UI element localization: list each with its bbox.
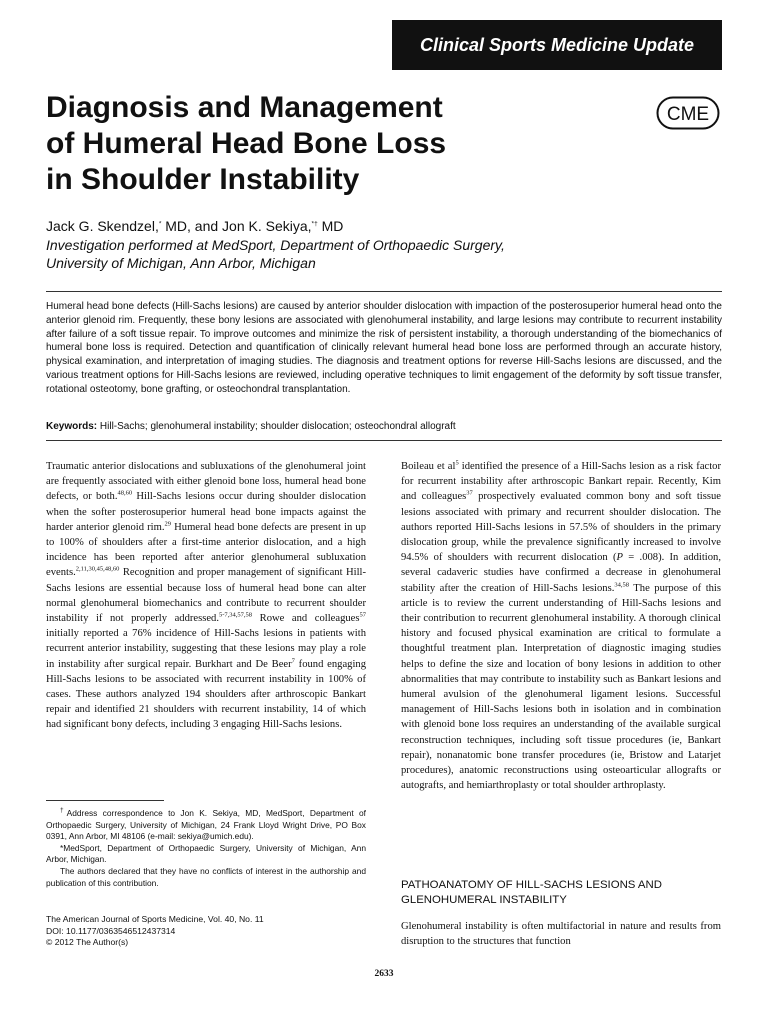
citation: 48,60 xyxy=(117,489,133,497)
keywords xyxy=(46,420,722,434)
body-text: Boileau et al xyxy=(401,461,456,472)
section-heading-line: PATHOANATOMY OF HILL-SACHS LESIONS AND xyxy=(401,879,662,891)
keywords-list: Hill-Sachs; glenohumeral instability; shoulder dislocation; osteochondral allograft xyxy=(97,421,456,432)
citation: 37 xyxy=(466,489,473,497)
footnote-rule xyxy=(46,800,164,801)
footnote xyxy=(46,808,366,843)
citation: 5 xyxy=(455,459,459,467)
section-heading xyxy=(401,878,721,908)
body-paragraph xyxy=(401,459,721,793)
author-list xyxy=(46,217,343,235)
article-title xyxy=(46,90,606,198)
section-banner xyxy=(392,20,722,70)
p-value-symbol: P xyxy=(616,552,624,564)
abstract-top-rule xyxy=(46,291,722,292)
body-text: The purpose of this article is to review the current understanding of Hill-Sachs lesions and their contribution to recurrent glenohumeral instability. A thorough clinical history and focused physical examination are critical to formulate a thoughtful treatment plan. Interpretation of diagnostic imaging studies helps to define the size and location of bony lesions in addition to other abnormalities that may contribute to instability such as Bankart lesions and humeral avulsion of the glenohumeral ligament lesions. Successful management of Hill-Sachs lesions both in isolation and in combination with glenoid bone loss requires an understanding of the available surgical reconstruction techniques, including soft tissue procedures (ie, Bankart repair), nonanatomic bone transfer procedures (ie, Bristow and Latarjet procedures), anatomic reconstructions using osteoarticular allografts or autografts, and hemiarthroplasty or total shoulder arthroplasty. xyxy=(401,582,721,792)
body-text: Rowe and colleagues xyxy=(252,613,360,625)
footnote-mark: † xyxy=(60,807,67,815)
affiliation xyxy=(46,236,646,272)
section-paragraph: Glenohumeral instability is often multifactorial in nature and results from disruption to the structures that function xyxy=(401,921,721,948)
cme-badge-label: CME xyxy=(666,104,710,125)
title-line: of Humeral Head Bone Loss xyxy=(46,127,447,160)
body-text: = .008). In addition, several cadaveric studies have confirmed a decrease in glenohumeral stability after the creation of Hill-Sachs lesions. xyxy=(401,552,721,594)
journal-info xyxy=(46,914,366,949)
body-text: Hill-Sachs lesions occur during shoulder dislocation when the softer posterosuperior humeral head bone impacts against the harder anterior glenoid rim. xyxy=(46,491,366,533)
body-text: Humeral head bone defects are present in up to 100% of shoulders after a first-time anterior dislocation, and a high incidence has been reported after anterior glenohumeral subluxation events. xyxy=(46,521,366,579)
citation: 7 xyxy=(291,657,295,665)
body-text: Traumatic anterior dislocations and subluxations of the glenohumeral joint are frequently associated with either glenoid bone loss, humeral head bone defects, or both. xyxy=(46,461,366,503)
title-line: Diagnosis and Management xyxy=(46,91,443,124)
body-column-left xyxy=(46,459,366,733)
author-degree: MD, and Jon K. Sekiya, xyxy=(161,218,312,234)
author-mark: * xyxy=(158,220,162,228)
body-text: prospectively evaluated common bony and soft tissue lesions associated with primary and recurrent shoulder dislocation. The authors reported Hill-Sachs lesions in 57.5% of shoulders in the primary dislocation group, while the prevalence significantly increased to involve 94.5% of shoulders with recurrent dislocation ( xyxy=(401,491,721,564)
body-paragraph xyxy=(46,459,366,733)
body-text: initially reported a 76% incidence of Hill-Sachs lesions in patients with recurrent anterior instability, suggesting that these lesions may play a role in instability after surgical repair. Burkhart and De Beer xyxy=(46,628,366,670)
footnote: *MedSport, Department of Orthopaedic Surgery, University of Michigan, Ann Arbor, Michigan. xyxy=(46,842,366,865)
body-column-right xyxy=(401,459,721,793)
citation: 2,11,30,45,48,60 xyxy=(75,565,120,573)
abstract-text: Humeral head bone defects (Hill-Sachs lesions) are caused by anterior shoulder dislocation with impaction of the posterosuperior humeral head onto the anterior glenoid rim. Frequently, these bony lesions are associated with glenohumeral instability, and large lesions may contribute to recurrent instability after failure of a soft tissue repair. To improve outcomes and minimize the risk of persistent instability, a thorough understanding of the biomechanics of humeral bone loss is required. Detection and quantification of clinically relevant humeral head bone loss are performed through an accurate history, physical examination, and interpretation of imaging studies. The diagnosis and treatment options for reverse Hill-Sachs lesions are discussed, and the various treatment options for Hill-Sachs lesions are reviewed, including operative techniques to limit engagement of the deformity by soft tissue transfer, rotational osteotomy, bone grafting, or osteochondral transplantation. xyxy=(46,301,722,395)
section-banner-label: Clinical Sports Medicine Update xyxy=(419,34,695,55)
journal-line: DOI: 10.1177/0363546512437314 xyxy=(46,925,176,936)
author-mark: *† xyxy=(311,220,318,228)
citation: 57 xyxy=(359,611,366,619)
abstract-bottom-rule xyxy=(46,440,722,441)
page-number: 2633 xyxy=(374,969,394,979)
footnote-text: Address correspondence to Jon K. Sekiya, MD, MedSport, Department of Orthopaedic Surgery, University of Michigan, 24 Frank Lloyd Wright Drive, PO Box 0391, Ann Arbor, MI 48106 (e-mail: sekiya@umich.edu). xyxy=(46,808,366,842)
footnotes xyxy=(46,808,366,889)
author-degree: MD xyxy=(317,218,344,234)
section-heading-line: GLENOHUMERAL INSTABILITY xyxy=(401,894,567,906)
journal-line: © 2012 The Author(s) xyxy=(46,937,129,948)
body-text: Recognition and proper management of significant Hill-Sachs lesions are essential because loss of humeral head bone can alter normal glenohumeral biomechanics and contribute to recurrent shoulder instability if not properly addressed. xyxy=(46,567,366,625)
cme-badge-icon xyxy=(656,96,720,130)
journal-line: The American Journal of Sports Medicine, Vol. 40, No. 11 xyxy=(46,914,264,924)
citation: 29 xyxy=(164,520,171,528)
affiliation-line: Investigation performed at MedSport, Department of Orthopaedic Surgery, xyxy=(46,237,505,253)
affiliation-line: University of Michigan, Ann Arbor, Michigan xyxy=(46,255,316,271)
body-text: found engaging Hill-Sachs lesions to be associated with recurrent instability in 100% of cases. These authors analyzed 194 shoulders after arthroscopic Bankart repair and identified 21 shoulders with recurrent instability, 14 of which had significant bony defects, including 3 engaging Hill-Sachs lesions. xyxy=(46,658,366,731)
body-text: identified the presence of a Hill-Sachs lesion as a risk factor for recurrent instability after arthroscopic Bankart repair. Recently, Kim and colleagues xyxy=(401,461,721,503)
keywords-label: Keywords: xyxy=(46,421,98,432)
author-name: Jack G. Skendzel, xyxy=(46,218,159,234)
citation: 34,58 xyxy=(614,581,629,589)
title-line: in Shoulder Instability xyxy=(46,163,360,196)
citation: 5-7,34,57,58 xyxy=(219,611,253,619)
footnote: The authors declared that they have no conflicts of interest in the authorship and publication of this contribution. xyxy=(46,865,366,888)
